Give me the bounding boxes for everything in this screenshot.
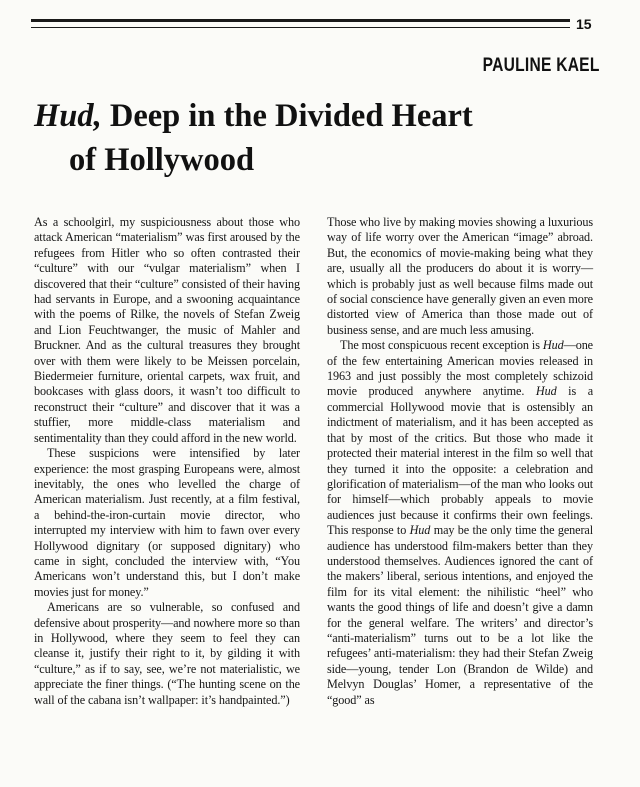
page-number: 15 [576, 16, 592, 32]
left-paragraph-2: These suspicions were intensified by later experience: the most grasping Europeans were, almost inevitably, the ones who levelled the charge of American materialism. Just recently, at a film festival, a behind-the-iron-curtain movie director, who interrupted my interview with him to fawn over every Hollywood dignitary (or supposed dignitary) who came in sight, concluded the interview with, “You Americans won’t understand this, but I don’t make movies just for money.” [34, 446, 300, 599]
article-title [34, 94, 594, 182]
right-paragraph-2-text-c: is a commercial Hollywood movie that is ostensibly an indictment of materialism, and it has been accepted as that by most of the critics. But those who made it protected their material interest in the film so well that they turned it into the opposite: a celebration and glorification of materialism—of the man who looks out for himself—which probably appeals to movie audiences just because it confirms their own feelings. This response to [327, 384, 594, 538]
right-column [327, 215, 593, 708]
title-line2: of Hollywood [69, 142, 255, 178]
right-paragraph-2 [327, 338, 593, 708]
left-paragraph-3: Americans are so vulnerable, so confused and defensive about prosperity—and nowhere more so than in Hollywood, where they seem to feel they can cleanse it, justify their right to it, by gilding it with “culture,” as if to say, see, we’re not materialistic, we appreciate the finer things. (“The hunting scene on the wall of the cabana isn’t wallpaper: it’s handpainted.”) [34, 600, 300, 707]
title-rest-line1: Deep in the Divided Heart [101, 98, 473, 134]
left-paragraph-1: As a schoolgirl, my suspiciousness about those who attack American “materialism” was first aroused by the refugees from Hitler who so often contrasted their “culture” with our “vulgar materialism” when I discovered that their “culture” consisted of their having had servants in Europe, and a swooning acquaintance with the poems of Rilke, the novels of Stefan Zweig and Lion Feuchtwanger, the music of Mahler and Bruckner. And as the cultural treasures they brought over with them were likely to be Meissen porcelain, Biedermeier furniture, oriental carpets, wax fruit, and bookcases with glass doors, it wasn’t too difficult to reconstruct their “culture” and discover that it was a stuffier, more middle-class materialism and sentimentality than they could afford in the new world. [34, 215, 300, 445]
right-paragraph-2-text-d: may be the only time the general audience has understood film-makers better than they understood themselves. Audiences ignored the cant of the makers’ liberal, serious intentions, and enjoyed the film for its vital element: the nihilistic “heel” who wants the good things of life and doesn’t give a damn for the general welfare. The writers’ and director’s “anti-materialism” turns out to be a lot like the refugees’ anti-materialism: they had their Stefan Zweig side—young, tender Lon (Brandon de Wilde) and Melvyn Douglas’ Homer, a representative of the “good” as [327, 523, 593, 707]
film-title-hud: Hud [542, 338, 564, 353]
left-column [34, 215, 300, 708]
header-rule-thin [31, 27, 570, 28]
header-rule-thick [31, 19, 570, 22]
right-paragraph-1: Those who live by making movies showing a luxurious way of life worry over the American “image” abroad. But, the economics of movie-making being what they are, usually all the producers do about it is worry—which is probably just as well because films made out of social conscience have generally given an even more distorted view of America than those made out of business sense, and are much less amusing. [327, 215, 593, 337]
right-paragraph-2-text-b: —one of the few entertaining American movies released in 1963 and just possibly the most completely schizoid movie produced anywhere anytime. [327, 338, 593, 399]
author-name: PAULINE KAEL [483, 55, 600, 76]
film-title-hud: Hud [535, 384, 557, 399]
film-title-hud: Hud [409, 523, 431, 538]
right-paragraph-2-text-a: The most conspicuous recent exception is [340, 338, 543, 353]
title-italic-part: Hud, [34, 98, 102, 134]
